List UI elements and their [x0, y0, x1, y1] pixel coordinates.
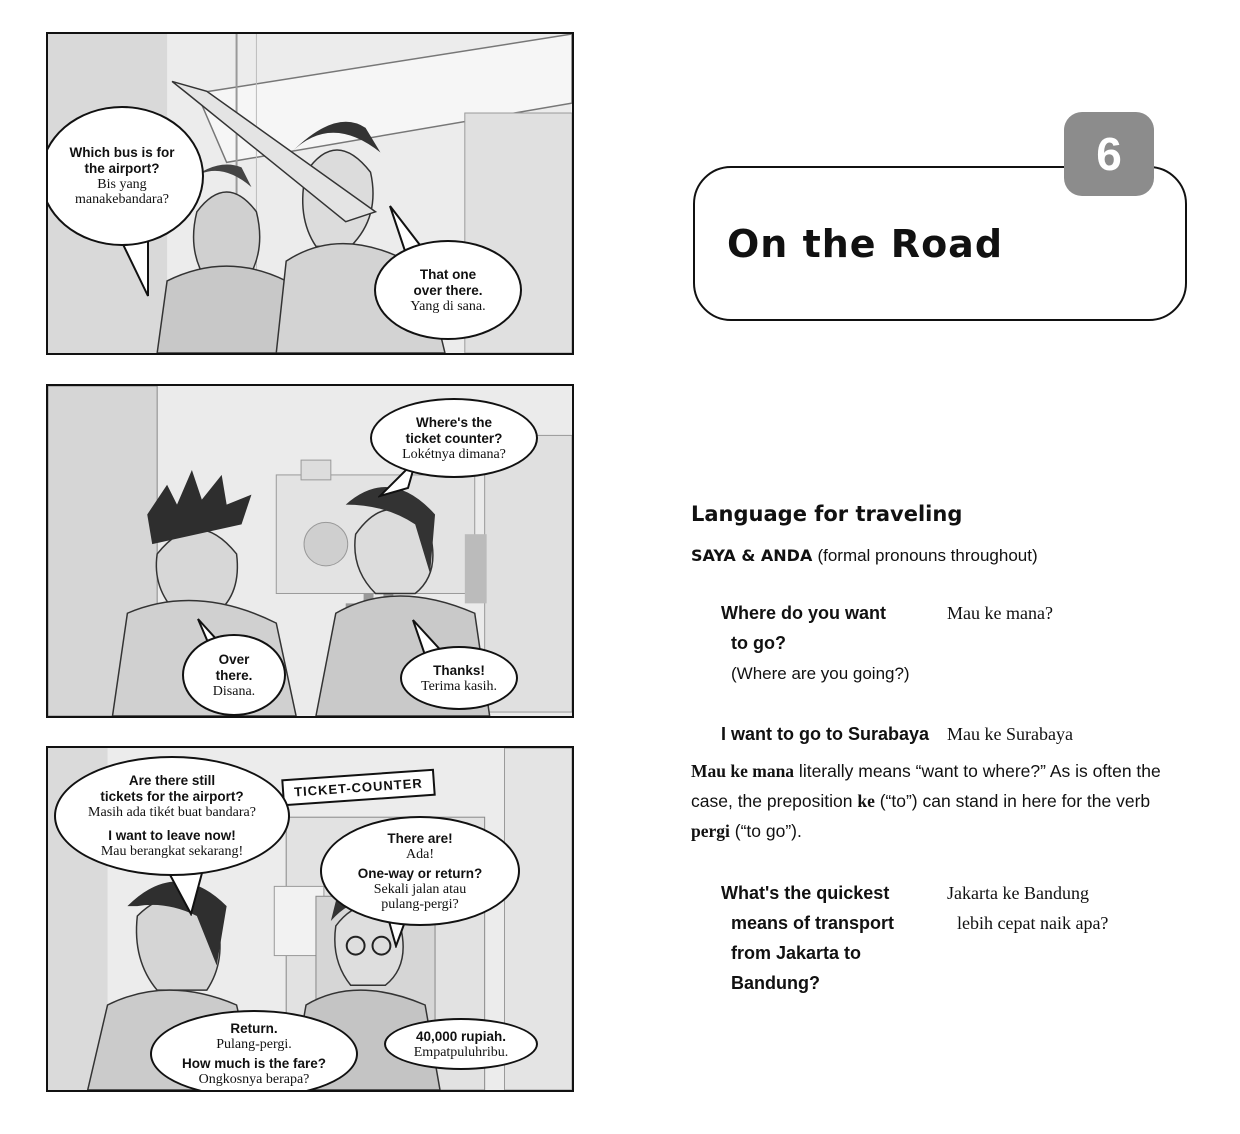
phrase-english [721, 719, 929, 749]
indonesian-text: Sekali jalan atau [373, 881, 467, 897]
explanation-text: literally means “want to where?” As is often the case, the preposition [691, 761, 1161, 811]
english-text: ticket counter? [405, 430, 503, 446]
phrase-indonesian [947, 878, 1108, 938]
indonesian-text: Ongkosnya berapa? [198, 1072, 310, 1087]
phrase-indonesian-line: lebih cepat naik apa? [957, 913, 1109, 933]
speech-bubble [150, 1010, 358, 1092]
indonesian-term: Mau ke mana [691, 761, 795, 781]
explanation-text: (“to”) can stand in here for the verb [874, 791, 1151, 811]
explanation-paragraph [691, 756, 1191, 846]
phrase-english-line: Where do you want [721, 603, 887, 623]
english-text: the airport? [84, 161, 160, 176]
english-text: Return. [230, 1021, 278, 1036]
english-text: 40,000 rupiah. [415, 1028, 507, 1044]
english-text: I want to leave now! [108, 828, 236, 843]
comic-panel-2 [46, 384, 574, 718]
english-text: there. [215, 667, 253, 683]
indonesian-text: Ada! [406, 846, 434, 862]
english-text: There are! [387, 830, 453, 846]
phrase-indonesian-line: Mau ke mana? [947, 603, 1053, 623]
indonesian-text: Empatpuluhribu. [413, 1044, 509, 1060]
english-text: tickets for the airport? [100, 789, 244, 804]
comic-panel-1 [46, 32, 574, 355]
speech-bubble [384, 1018, 538, 1070]
speech-bubble [400, 646, 518, 710]
phrase-note: (Where are you going?) [731, 664, 910, 683]
indonesian-text: Bis yang [97, 177, 147, 192]
speech-bubble [370, 398, 538, 478]
indonesian-text: Lokétnya dimana? [402, 446, 506, 462]
english-text: One-way or return? [357, 865, 483, 881]
phrase-english-line: Bandung? [731, 973, 820, 993]
phrase-english-line: What's the quickest [721, 883, 890, 903]
indonesian-text: manakebandara? [74, 192, 170, 207]
phrase-indonesian [947, 719, 1073, 749]
pronoun-note-text: (formal pronouns throughout) [817, 546, 1038, 565]
indonesian-text: Masih ada tikét buat bandara? [88, 805, 256, 820]
phrase-indonesian [947, 598, 1053, 628]
phrase-english-line: means of transport [731, 913, 895, 933]
indonesian-text: Yang di sana. [410, 298, 486, 314]
indonesian-text: pulang-pergi? [381, 896, 459, 912]
indonesian-term: pergi [691, 821, 730, 841]
indonesian-text: Terima kasih. [421, 678, 497, 694]
speech-bubble [54, 756, 290, 876]
comic-panel-3 [46, 746, 574, 1092]
phrase-english-line: to go? [731, 633, 786, 653]
speech-bubble [46, 106, 204, 246]
english-text: Thanks! [433, 662, 485, 678]
speech-bubble [320, 816, 520, 926]
pronoun-note [691, 546, 1038, 566]
pronoun-label: SAYA & ANDA [691, 546, 813, 565]
explanation-text: (“to go”). [729, 821, 802, 841]
english-text: How much is the fare? [181, 1056, 327, 1071]
chapter-title: On the Road [727, 222, 1004, 266]
english-text: Over [218, 651, 250, 667]
indonesian-text: Disana. [212, 683, 256, 699]
phrase-english [721, 598, 886, 658]
speech-bubble [374, 240, 522, 340]
english-text: That one [419, 266, 477, 282]
english-text: Where's the [416, 414, 492, 430]
indonesian-text: Mau berangkat sekarang! [100, 844, 244, 859]
phrase-english-line: I want to go to Surabaya [721, 724, 930, 744]
english-text: over there. [413, 282, 483, 298]
indonesian-text: Pulang-pergi. [216, 1037, 292, 1052]
section-heading: Language for traveling [691, 502, 963, 526]
indonesian-term: ke [857, 791, 875, 811]
speech-bubble [182, 634, 286, 716]
phrase-indonesian-line: Jakarta ke Bandung [947, 883, 1089, 903]
phrase-indonesian-line: Mau ke Surabaya [947, 724, 1073, 744]
english-text: Which bus is for [69, 145, 175, 160]
chapter-number: 6 [1064, 112, 1154, 196]
english-text: Are there still [128, 773, 216, 788]
phrase-english [721, 878, 894, 998]
phrase-english-line: from Jakarta to [731, 943, 862, 963]
ticket-counter-sign: TICKET-COUNTER [281, 769, 435, 807]
